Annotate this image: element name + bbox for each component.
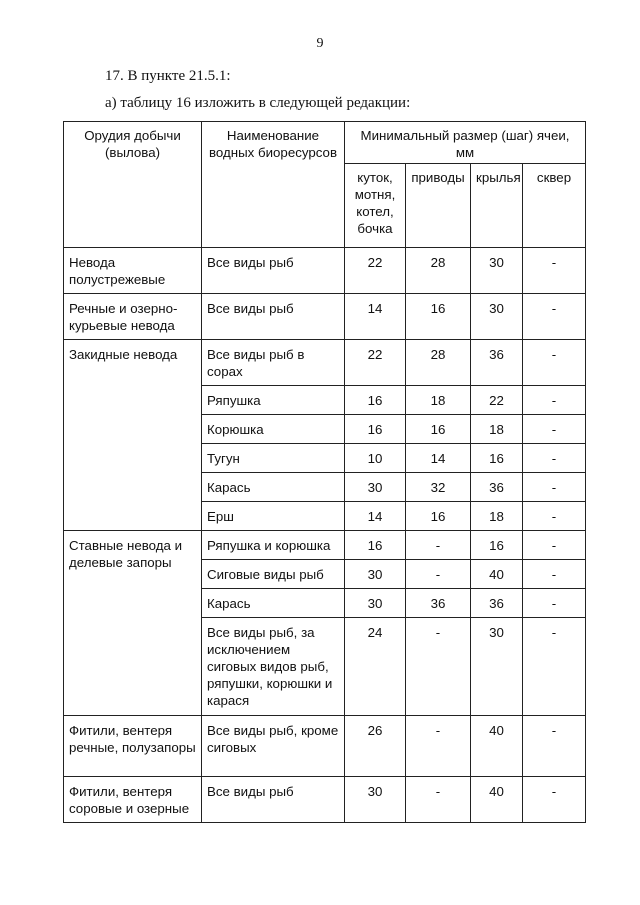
value-cell: 16 xyxy=(345,531,406,560)
resource-cell: Тугун xyxy=(202,444,345,473)
value-cell: 30 xyxy=(345,589,406,618)
value-cell: 24 xyxy=(345,618,406,716)
value-cell: 30 xyxy=(471,248,523,294)
resource-cell: Все виды рыб xyxy=(202,248,345,294)
value-cell: - xyxy=(406,618,471,716)
resource-cell: Ерш xyxy=(202,502,345,531)
value-cell: 16 xyxy=(345,386,406,415)
value-cell: 16 xyxy=(471,444,523,473)
value-cell: 22 xyxy=(345,340,406,386)
value-cell: - xyxy=(523,777,586,823)
value-cell: - xyxy=(523,415,586,444)
value-cell: 30 xyxy=(345,777,406,823)
value-cell: - xyxy=(523,386,586,415)
value-cell: - xyxy=(523,248,586,294)
value-cell: 14 xyxy=(345,502,406,531)
value-cell: 40 xyxy=(471,560,523,589)
table-row xyxy=(64,777,586,823)
value-cell: 16 xyxy=(406,502,471,531)
paragraph-sub-a: а) таблицу 16 изложить в следующей редакции: xyxy=(105,95,411,111)
value-cell: 14 xyxy=(345,294,406,340)
page-number: 9 xyxy=(316,36,324,51)
table-row xyxy=(64,294,586,340)
value-cell: 36 xyxy=(471,340,523,386)
gear-cell: Фитили, вентеря соровые и озерные xyxy=(64,777,202,823)
gear-cell: Закидные невода xyxy=(64,340,202,531)
resource-cell: Ряпушка xyxy=(202,386,345,415)
value-cell: 30 xyxy=(471,294,523,340)
header-sub-wings: крылья xyxy=(471,164,523,248)
paragraph-item-17: 17. В пункте 21.5.1: xyxy=(105,68,231,84)
value-cell: 16 xyxy=(406,415,471,444)
value-cell: 22 xyxy=(345,248,406,294)
value-cell: 16 xyxy=(406,294,471,340)
mesh-size-table xyxy=(63,121,586,823)
value-cell: 10 xyxy=(345,444,406,473)
resource-cell: Карась xyxy=(202,473,345,502)
value-cell: 18 xyxy=(406,386,471,415)
value-cell: - xyxy=(523,716,586,777)
value-cell: 16 xyxy=(471,531,523,560)
table-body xyxy=(64,248,586,823)
value-cell: 30 xyxy=(471,618,523,716)
header-gear: Орудия добычи (вылова) xyxy=(64,122,202,248)
value-cell: 28 xyxy=(406,340,471,386)
value-cell: - xyxy=(523,473,586,502)
value-cell: 40 xyxy=(471,716,523,777)
gear-cell: Речные и озерно-курьевые невода xyxy=(64,294,202,340)
resource-cell: Все виды рыб, кроме сиговых xyxy=(202,716,345,777)
value-cell: 40 xyxy=(471,777,523,823)
value-cell: - xyxy=(523,618,586,716)
value-cell: - xyxy=(523,294,586,340)
value-cell: - xyxy=(406,716,471,777)
value-cell: - xyxy=(523,589,586,618)
value-cell: - xyxy=(406,531,471,560)
header-sub-drives: приводы xyxy=(406,164,471,248)
value-cell: 26 xyxy=(345,716,406,777)
value-cell: 16 xyxy=(345,415,406,444)
header-mesh-size: Минимальный размер (шаг) ячеи, мм xyxy=(345,122,586,164)
header-sub-cod: куток, мотня, котел, бочка xyxy=(345,164,406,248)
value-cell: 30 xyxy=(345,473,406,502)
value-cell: 28 xyxy=(406,248,471,294)
resource-cell: Все виды рыб xyxy=(202,294,345,340)
resource-cell: Ряпушка и корюшка xyxy=(202,531,345,560)
table-row xyxy=(64,716,586,777)
value-cell: 36 xyxy=(471,589,523,618)
table-row xyxy=(64,340,586,386)
value-cell: 36 xyxy=(471,473,523,502)
value-cell: 32 xyxy=(406,473,471,502)
resource-cell: Все виды рыб, за исключением сиговых видов рыб, ряпушки, корюшки и карася xyxy=(202,618,345,716)
resource-cell: Карась xyxy=(202,589,345,618)
value-cell: 36 xyxy=(406,589,471,618)
value-cell: 22 xyxy=(471,386,523,415)
value-cell: 18 xyxy=(471,502,523,531)
value-cell: - xyxy=(406,560,471,589)
resource-cell: Сиговые виды рыб xyxy=(202,560,345,589)
gear-cell: Ставные невода и делевые запоры xyxy=(64,531,202,716)
table-row xyxy=(64,248,586,294)
table-row xyxy=(64,531,586,560)
value-cell: - xyxy=(523,340,586,386)
resource-cell: Все виды рыб xyxy=(202,777,345,823)
gear-cell: Невода полустрежевые xyxy=(64,248,202,294)
value-cell: 14 xyxy=(406,444,471,473)
value-cell: 30 xyxy=(345,560,406,589)
value-cell: 18 xyxy=(471,415,523,444)
gear-cell: Фитили, вентеря речные, полузапоры xyxy=(64,716,202,777)
resource-cell: Корюшка xyxy=(202,415,345,444)
header-resource: Наименование водных биоресурсов xyxy=(202,122,345,248)
value-cell: - xyxy=(406,777,471,823)
resource-cell: Все виды рыб в сорах xyxy=(202,340,345,386)
value-cell: - xyxy=(523,444,586,473)
value-cell: - xyxy=(523,502,586,531)
value-cell: - xyxy=(523,560,586,589)
value-cell: - xyxy=(523,531,586,560)
header-sub-skver: сквер xyxy=(523,164,586,248)
